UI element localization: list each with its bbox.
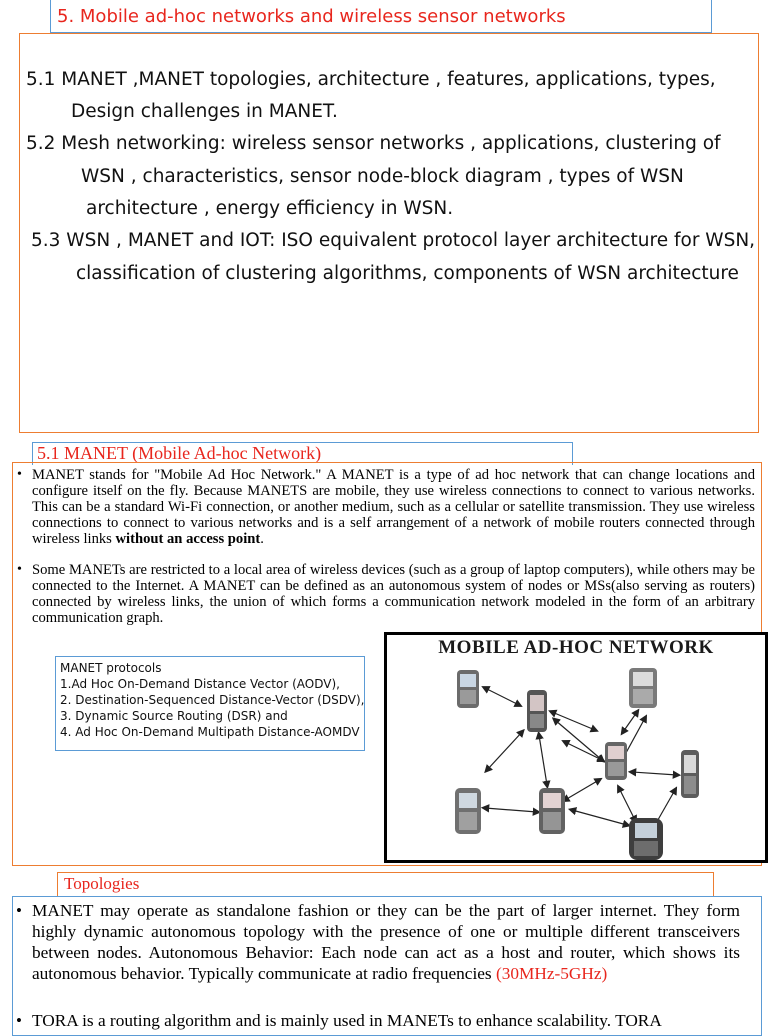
frequency-range: (30MHz-5GHz) [495,964,608,983]
topologies-heading: Topologies [64,874,140,893]
phone-icon [457,670,479,708]
section-heading: 5.1 MANET (Mobile Ad-hoc Network) [37,443,322,463]
phone-icons [455,668,699,860]
bullet-marker: • [17,467,22,482]
protocol-item: 4. Ad Hoc On-Demand Multipath Distance-AOMDV [60,725,360,739]
toc-line: architecture , energy efficiency in WSN. [86,198,454,219]
paragraph-tail: . [260,531,264,547]
toc-line: 5.1 MANET ,MANET topologies, architecture , features, applications, types, [26,69,716,90]
phone-icon [455,788,481,834]
protocol-item: 1.Ad Hoc On-Demand Distance Vector (AODV), [60,677,340,691]
figure-title: MOBILE AD-HOC NETWORK [438,637,714,658]
topologies-heading-box [57,872,714,897]
protocol-item: 2. Destination-Sequenced Distance-Vector (DSDV), [60,693,365,707]
phone-icon [605,742,627,780]
bullet-marker: • [16,901,22,920]
toc-line: classification of clustering algorithms, components of WSN architecture [76,263,739,284]
phone-icon [629,818,663,860]
network-diagram [387,660,765,860]
manet-definition-paragraph [32,467,755,547]
phone-icon [527,690,547,732]
toc-line: 5.2 Mesh networking: wireless sensor networks , applications, clustering of [26,133,721,154]
phone-icon [629,668,657,708]
bullet-marker: • [16,1011,22,1030]
phone-icon [539,788,565,834]
mobile-adhoc-network-figure [384,632,768,863]
paragraph-text: MANET stands for "Mobile Ad Hoc Network." A MANET is a type of ad hoc network that can change locations and configure itself on the fly. Because MANETS are mobile, they use wireless connections to connect to various networks. This can be a standard Wi-Fi connection, or another medium, such as a cellular or satellite transmission. They use wireless connections to connect to various networks and is a self arrangement of a network of mobile routers connected through wireless links [32,467,755,547]
toc-line: WSN , characteristics, sensor node-block diagram , types of WSN [81,166,684,187]
toc-line: 5.3 WSN , MANET and IOT: ISO equivalent protocol layer architecture for WSN, [31,230,756,251]
topologies-paragraph [32,900,740,984]
page-title: 5. Mobile ad-hoc networks and wireless sensor networks [57,6,566,27]
protocol-item: 3. Dynamic Source Routing (DSR) and [60,709,288,723]
link-arrows [485,688,677,825]
paragraph-bold-text: without an access point [115,531,261,547]
paragraph-text: MANET may operate as standalone fashion or they can be the part of larger internet. They form highly dynamic autonomous topology with the presence of one or multiple different transceivers between nodes. Autonomous Behavior: Each node can act as a host and router, which shows its autonomous behavior. Typically communicate at radio frequencies [32,901,740,983]
bullet-marker: • [17,562,22,577]
protocols-title: MANET protocols [60,661,162,675]
toc-line: Design challenges in MANET. [71,101,338,122]
tora-paragraph: TORA is a routing algorithm and is mainly used in MANETs to enhance scalability. TORA [32,1011,662,1030]
header-title-box [50,0,712,33]
phone-icon [681,750,699,798]
manet-scope-paragraph: Some MANETs are restricted to a local area of wireless devices (such as a group of laptop computers), while others may be connected to the Internet. A MANET can be defined as an autonomous system of nodes or MSs(also serving as routers) connected by wireless links, the union of which forms a communication network modeled in the form of an arbitrary communication graph. [32,562,755,626]
manet-protocols-box [55,656,365,751]
